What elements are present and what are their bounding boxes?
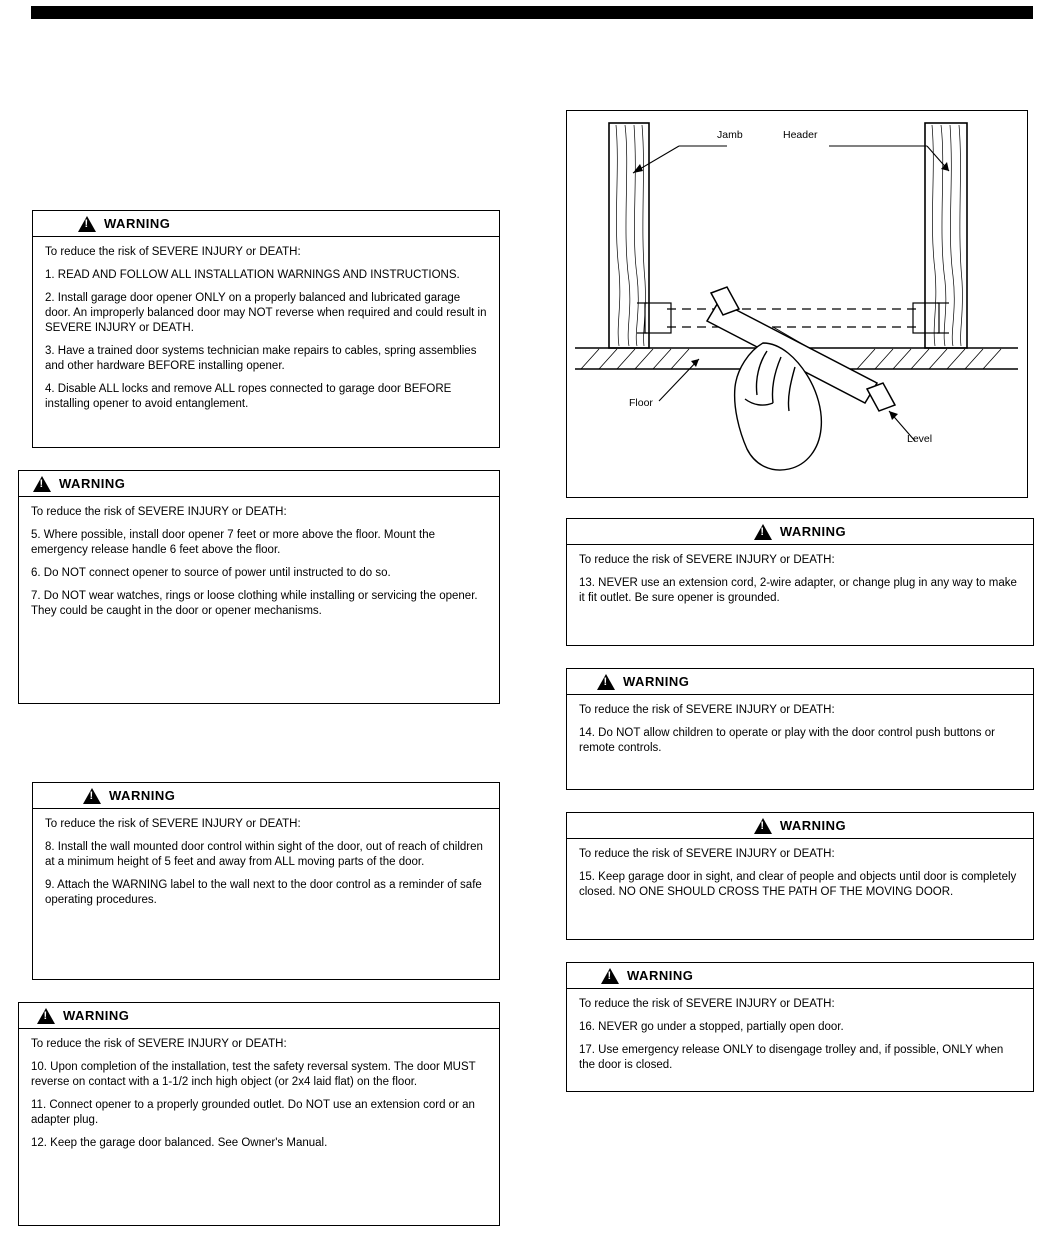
warning-box-5 — [566, 518, 1034, 646]
warning-triangle-icon — [754, 524, 772, 540]
warning-line: To reduce the risk of SEVERE INJURY or DEATH: — [45, 818, 301, 830]
door-track-figure — [566, 110, 1028, 498]
warning-body-2 — [19, 497, 499, 629]
right-column — [566, 518, 1034, 1114]
warning-label: WARNING — [59, 476, 126, 491]
warning-box-6 — [566, 668, 1034, 790]
warning-body-8 — [567, 989, 1033, 1083]
figure-callout-jamb: Jamb — [717, 129, 743, 141]
warning-box-8 — [566, 962, 1034, 1092]
warning-line: 16. NEVER go under a stopped, partially open door. — [579, 1021, 844, 1033]
warning-body-4 — [19, 1029, 499, 1161]
warning-header-5 — [567, 519, 1033, 545]
warning-body-3 — [33, 809, 499, 918]
warning-line: To reduce the risk of SEVERE INJURY or DEATH: — [45, 246, 301, 258]
left-column — [18, 210, 500, 1248]
top-black-rule — [31, 6, 1033, 19]
warning-header-4 — [19, 1003, 499, 1029]
warning-line: 15. Keep garage door in sight, and clear of people and objects until door is completely closed. NO ONE SHOULD CROSS THE PATH OF THE MOVING DOOR. — [579, 871, 1017, 898]
warning-line: 6. Do NOT connect opener to source of power until instructed to do so. — [31, 567, 391, 579]
figure-callout-header: Header — [783, 129, 818, 141]
warning-line: 14. Do NOT allow children to operate or play with the door control push buttons or remote controls. — [579, 727, 995, 754]
warning-label: WARNING — [779, 524, 847, 539]
warning-label: WARNING — [627, 968, 694, 983]
warning-box-3 — [32, 782, 500, 980]
warning-line: 12. Keep the garage door balanced. See Owner's Manual. — [31, 1137, 328, 1149]
warning-triangle-icon — [754, 818, 772, 834]
warning-body-7 — [567, 839, 1033, 910]
warning-line: 8. Install the wall mounted door control within sight of the door, out of reach of children at a minimum height of 5 feet and away from ALL moving parts of the door. — [45, 841, 483, 868]
warning-line: 9. Attach the WARNING label to the wall next to the door control as a reminder of safe operating procedures. — [45, 879, 482, 906]
warning-label: WARNING — [109, 788, 176, 803]
warning-header-2 — [19, 471, 499, 497]
warning-line: 1. READ AND FOLLOW ALL INSTALLATION WARNINGS AND INSTRUCTIONS. — [45, 269, 460, 281]
warning-label: WARNING — [104, 216, 171, 231]
warning-line: 13. NEVER use an extension cord, 2-wire adapter, or change plug in any way to make it fit outlet. Be sure opener is grounded. — [579, 577, 1017, 604]
figure-illustration — [567, 111, 1026, 496]
warning-header-3 — [33, 783, 499, 809]
warning-line: To reduce the risk of SEVERE INJURY or DEATH: — [579, 704, 835, 716]
warning-header-6 — [567, 669, 1033, 695]
warning-box-2 — [18, 470, 500, 704]
warning-box-1 — [32, 210, 500, 448]
warning-label: WARNING — [779, 818, 847, 833]
warning-body-6 — [567, 695, 1033, 766]
warning-header-1 — [33, 211, 499, 237]
warning-header-8 — [567, 963, 1033, 989]
warning-triangle-icon — [597, 674, 615, 690]
warning-line: To reduce the risk of SEVERE INJURY or DEATH: — [579, 554, 835, 566]
warning-line: To reduce the risk of SEVERE INJURY or DEATH: — [579, 848, 835, 860]
warning-line: 2. Install garage door opener ONLY on a properly balanced and lubricated garage door. An improperly balanced door may NOT reverse when required and could result in SEVERE INJURY or DEATH. — [45, 292, 487, 334]
warning-triangle-icon — [78, 216, 96, 232]
warning-box-7 — [566, 812, 1034, 940]
warning-triangle-icon — [601, 968, 619, 984]
warning-line: 7. Do NOT wear watches, rings or loose clothing while installing or servicing the opener. They could be caught in the door or opener mechanisms. — [31, 590, 478, 617]
warning-line: 17. Use emergency release ONLY to disengage trolley and, if possible, ONLY when the door is closed. — [579, 1044, 1004, 1071]
warning-line: To reduce the risk of SEVERE INJURY or DEATH: — [31, 1038, 287, 1050]
warning-line: To reduce the risk of SEVERE INJURY or DEATH: — [31, 506, 287, 518]
warning-label: WARNING — [63, 1008, 130, 1023]
warning-line: 11. Connect opener to a properly grounded outlet. Do NOT use an extension cord or an adapter plug. — [31, 1099, 475, 1126]
warning-body-5 — [567, 545, 1033, 616]
warning-line: To reduce the risk of SEVERE INJURY or DEATH: — [579, 998, 835, 1010]
figure-callout-floor: Floor — [629, 397, 653, 409]
warning-box-4 — [18, 1002, 500, 1226]
warning-triangle-icon — [33, 476, 51, 492]
warning-line: 3. Have a trained door systems technician make repairs to cables, spring assemblies and other hardware BEFORE installing opener. — [45, 345, 477, 372]
warning-triangle-icon — [37, 1008, 55, 1024]
warning-label: WARNING — [623, 674, 690, 689]
warning-line: 5. Where possible, install door opener 7 feet or more above the floor. Mount the emergency release handle 6 feet above the floor. — [31, 529, 436, 556]
warning-header-7 — [567, 813, 1033, 839]
warning-line: 4. Disable ALL locks and remove ALL ropes connected to garage door BEFORE installing opener to avoid entanglement. — [45, 383, 452, 410]
warning-line: 10. Upon completion of the installation, test the safety reversal system. The door MUST reverse on contact with a 1-1/2 inch high object (or 2x4 laid flat) on the floor. — [31, 1061, 476, 1088]
warning-body-1 — [33, 237, 499, 422]
figure-callout-level: Level — [907, 433, 933, 445]
warning-triangle-icon — [83, 788, 101, 804]
